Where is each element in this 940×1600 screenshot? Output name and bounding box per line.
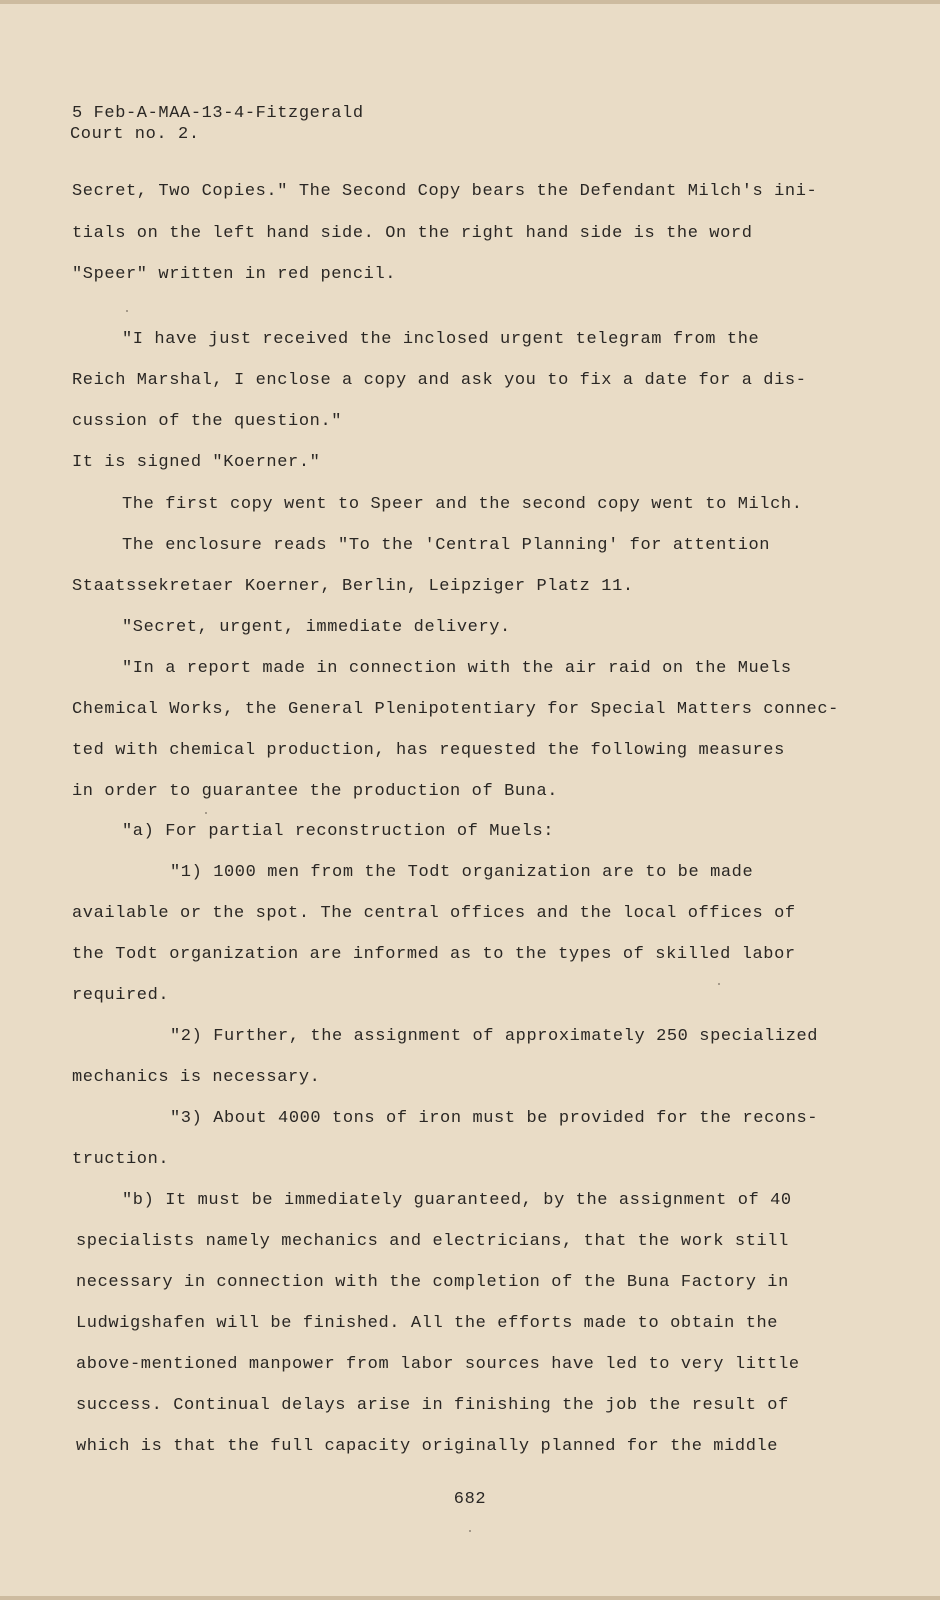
paper-speck	[205, 812, 207, 814]
body-line: truction.	[72, 1150, 170, 1169]
body-line: Ludwigshafen will be finished. All the efforts made to obtain the	[76, 1314, 779, 1333]
body-line: Staatssekretaer Koerner, Berlin, Leipziger Platz 11.	[72, 577, 634, 596]
body-line: which is that the full capacity originally planned for the middle	[76, 1437, 779, 1456]
header-court: Court no. 2.	[70, 125, 200, 144]
body-line: necessary in connection with the completion of the Buna Factory in	[76, 1273, 789, 1292]
body-line: the Todt organization are informed as to the types of skilled labor	[72, 945, 796, 964]
body-line: The first copy went to Speer and the second copy went to Milch.	[122, 495, 803, 514]
body-line: success. Continual delays arise in finishing the job the result of	[76, 1396, 789, 1415]
body-line: It is signed "Koerner."	[72, 453, 321, 472]
body-line: available or the spot. The central offices and the local offices of	[72, 904, 796, 923]
body-line: "a) For partial reconstruction of Muels:	[122, 822, 555, 841]
body-line: in order to guarantee the production of Buna.	[72, 782, 559, 801]
body-line: The enclosure reads "To the 'Central Planning' for attention	[122, 536, 771, 555]
body-line: Secret, Two Copies." The Second Copy bears the Defendant Milch's ini-	[72, 182, 818, 201]
body-line: "b) It must be immediately guaranteed, by the assignment of 40	[122, 1191, 792, 1210]
body-line: required.	[72, 986, 170, 1005]
body-line: above-mentioned manpower from labor sources have led to very little	[76, 1355, 800, 1374]
body-line: "1) 1000 men from the Todt organization are to be made	[170, 863, 754, 882]
page-top-edge	[0, 0, 940, 4]
body-line: specialists namely mechanics and electricians, that the work still	[76, 1232, 789, 1251]
body-line: "Speer" written in red pencil.	[72, 265, 397, 284]
paper-speck	[126, 310, 128, 312]
body-line: cussion of the question."	[72, 412, 343, 431]
body-line: "In a report made in connection with the air raid on the Muels	[122, 659, 792, 678]
body-line: "I have just received the inclosed urgent telegram from the	[122, 330, 760, 349]
page-number: 682	[453, 1490, 487, 1509]
page-bottom-edge	[0, 1596, 940, 1600]
body-line: Reich Marshal, I enclose a copy and ask you to fix a date for a dis-	[72, 371, 807, 390]
paper-speck	[718, 983, 720, 985]
body-line: "Secret, urgent, immediate delivery.	[122, 618, 511, 637]
body-line: ted with chemical production, has requested the following measures	[72, 741, 785, 760]
body-line: "2) Further, the assignment of approximately 250 specialized	[170, 1027, 819, 1046]
body-line: "3) About 4000 tons of iron must be provided for the recons-	[170, 1109, 819, 1128]
body-line: mechanics is necessary.	[72, 1068, 321, 1087]
body-line: tials on the left hand side. On the right hand side is the word	[72, 224, 753, 243]
paper-speck	[469, 1530, 471, 1532]
header-reference: 5 Feb-A-MAA-13-4-Fitzgerald	[72, 104, 364, 123]
body-line: Chemical Works, the General Plenipotentiary for Special Matters connec-	[72, 700, 839, 719]
